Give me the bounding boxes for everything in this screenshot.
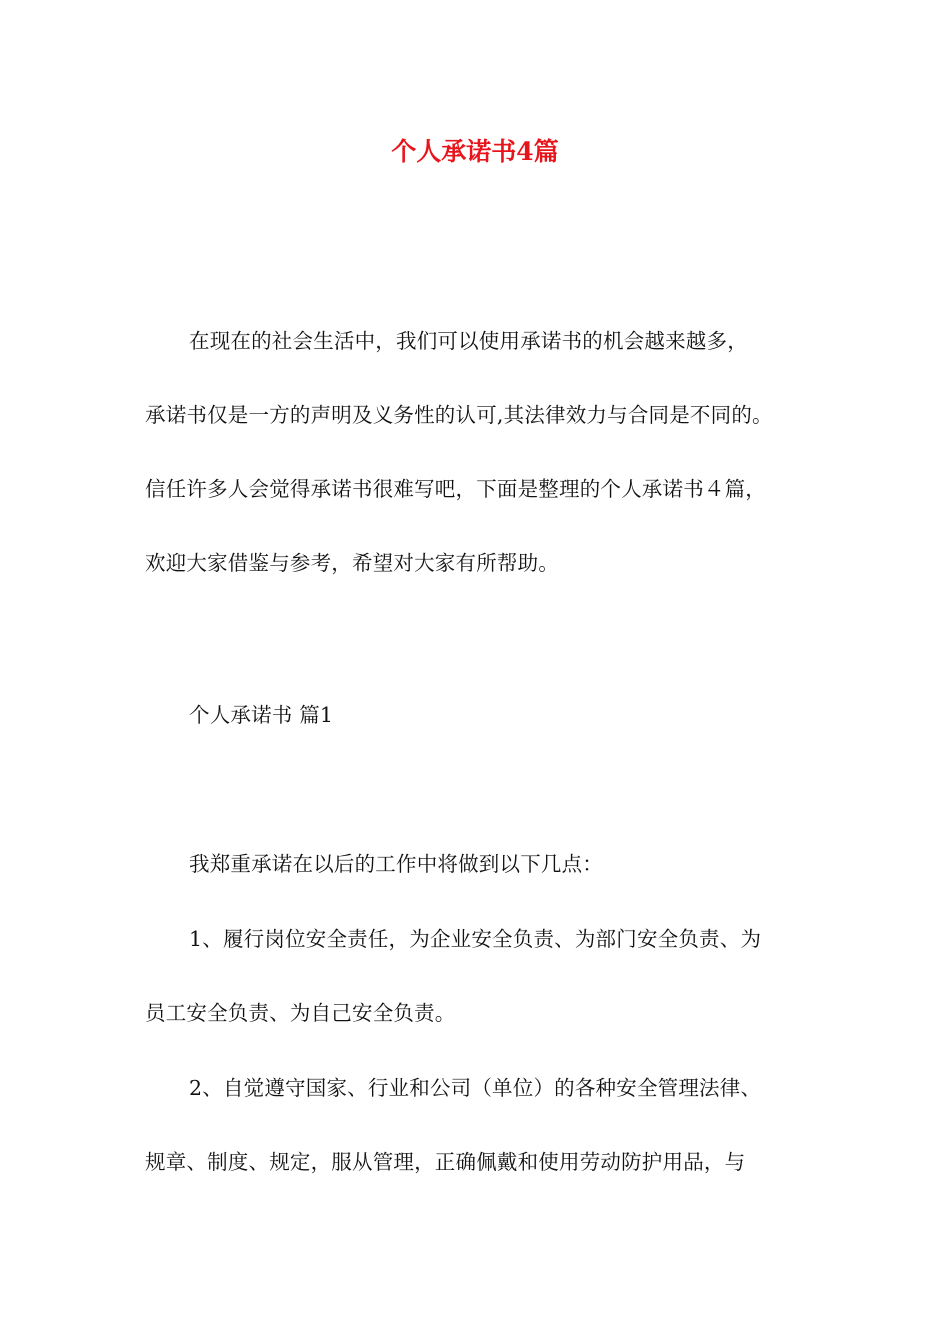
body-line: 我郑重承诺在以后的工作中将做到以下几点： (189, 852, 603, 876)
body-line: 规章、制度、规定，服从管理，正确佩戴和使用劳动防护用品，与 (145, 1150, 746, 1174)
intro-line: 在现在的社会生活中，我们可以使用承诺书的机会越来越多， (189, 329, 748, 353)
body-line: 1、履行岗位安全责任，为企业安全负责、为部门安全负责、为 (189, 927, 762, 951)
section-heading: 个人承诺书 篇1 (189, 703, 334, 727)
body-line: 员工安全负责、为自己安全负责。 (145, 1001, 456, 1025)
body-line: 2、自觉遵守国家、行业和公司（单位）的各种安全管理法律、 (189, 1076, 762, 1100)
document-title: 个人承诺书4篇 (391, 137, 559, 166)
intro-line: 欢迎大家借鉴与参考，希望对大家有所帮助。 (145, 551, 559, 575)
intro-line: 信任许多人会觉得承诺书很难写吧，下面是整理的个人承诺书４篇， (145, 477, 766, 501)
intro-line: 承诺书仅是一方的声明及义务性的认可,其法律效力与合同是不同的。 (145, 403, 773, 427)
